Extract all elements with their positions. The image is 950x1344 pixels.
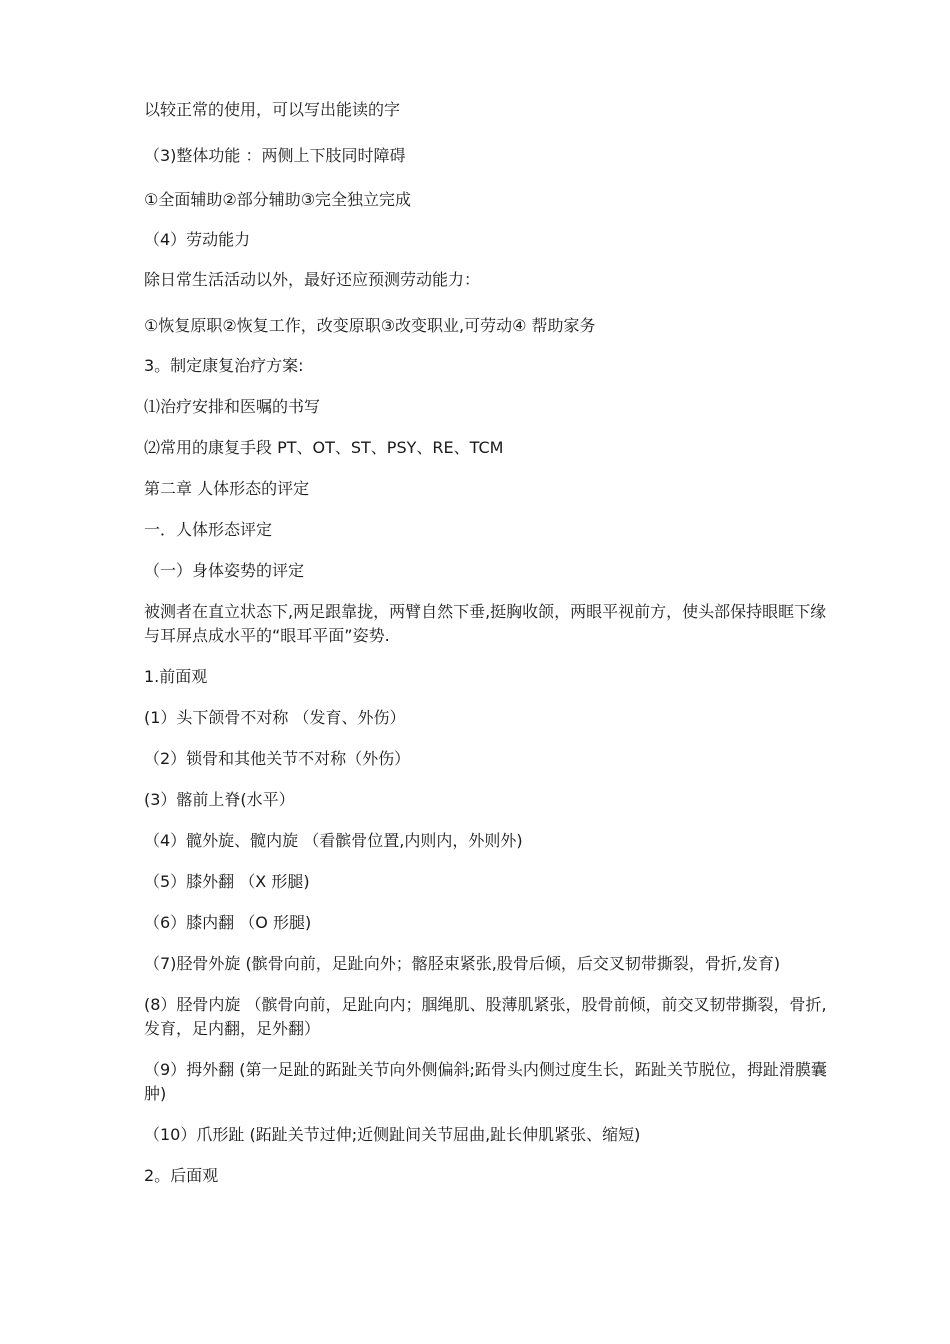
text-line: ⑴治疗安排和医嘱的书写 [144,397,321,416]
list-item: （5）膝外翻 （X 形腿) [144,872,310,891]
list-item: (1）头下颌骨不对称 （发育、外伤） [144,708,406,727]
list-item: （6）膝内翻 （O 形腿) [144,913,312,932]
section-heading: 一．人体形态评定 [144,520,273,539]
chapter-heading: 第二章 人体形态的评定 [144,479,310,498]
list-item: （7)胫骨外旋 (髌骨向前，足趾向外；髂胫束紧张,股骨后倾，后交叉韧带撕裂，骨折,发育) [144,954,781,973]
text-line: （3)整体功能 ：两侧上下肢同时障碍 [144,146,406,165]
paragraph: 被测者在直立状态下,两足跟靠拢，两臂自然下垂,挺胸收颌，两眼平视前方，使头部保持眼眶下缘与耳屏点成水平的“眼耳平面”姿势. [144,602,827,645]
text-line: ①全面辅助②部分辅助③完全独立完成 [144,190,412,209]
text-line: 除日常生活活动以外，最好还应预测劳动能力： [144,270,481,289]
list-item: （9）拇外翻 (第一足趾的跖趾关节向外侧偏斜;跖骨头内侧过度生长，跖趾关节脱位，拇趾滑膜囊肿) [144,1060,827,1103]
text-line: ⑵常用的康复手段 PT、OT、ST、PSY、RE、TCM [144,438,504,457]
list-item: (3）髂前上脊(水平） [144,790,295,809]
subsection-heading: （一）身体姿势的评定 [144,561,305,580]
list-item: (8）胫骨内旋 （髌骨向前，足趾向内；腘绳肌、股薄肌紧张，股骨前倾，前交叉韧带撕裂，骨折,发育，足内翻，足外翻） [144,995,827,1038]
text-line: （4）劳动能力 [144,230,251,249]
text-line: 3。制定康复治疗方案: [144,356,304,375]
document-body [144,98,828,1188]
subsection-heading: 1.前面观 [144,667,208,686]
text-line: ①恢复原职②恢复工作，改变原职③改变职业,可劳动④ 帮助家务 [144,316,596,335]
list-item: （2）锁骨和其他关节不对称（外伤） [144,749,411,768]
list-item: （10）爪形趾 (跖趾关节过伸;近侧趾间关节屈曲,趾长伸肌紧张、缩短) [144,1125,641,1144]
list-item: （4）髋外旋、髋内旋 （看髌骨位置,内则内，外则外) [144,831,523,850]
text-line: 以较正常的使用，可以写出能读的字 [144,100,401,119]
subsection-heading: 2。后面观 [144,1166,219,1185]
